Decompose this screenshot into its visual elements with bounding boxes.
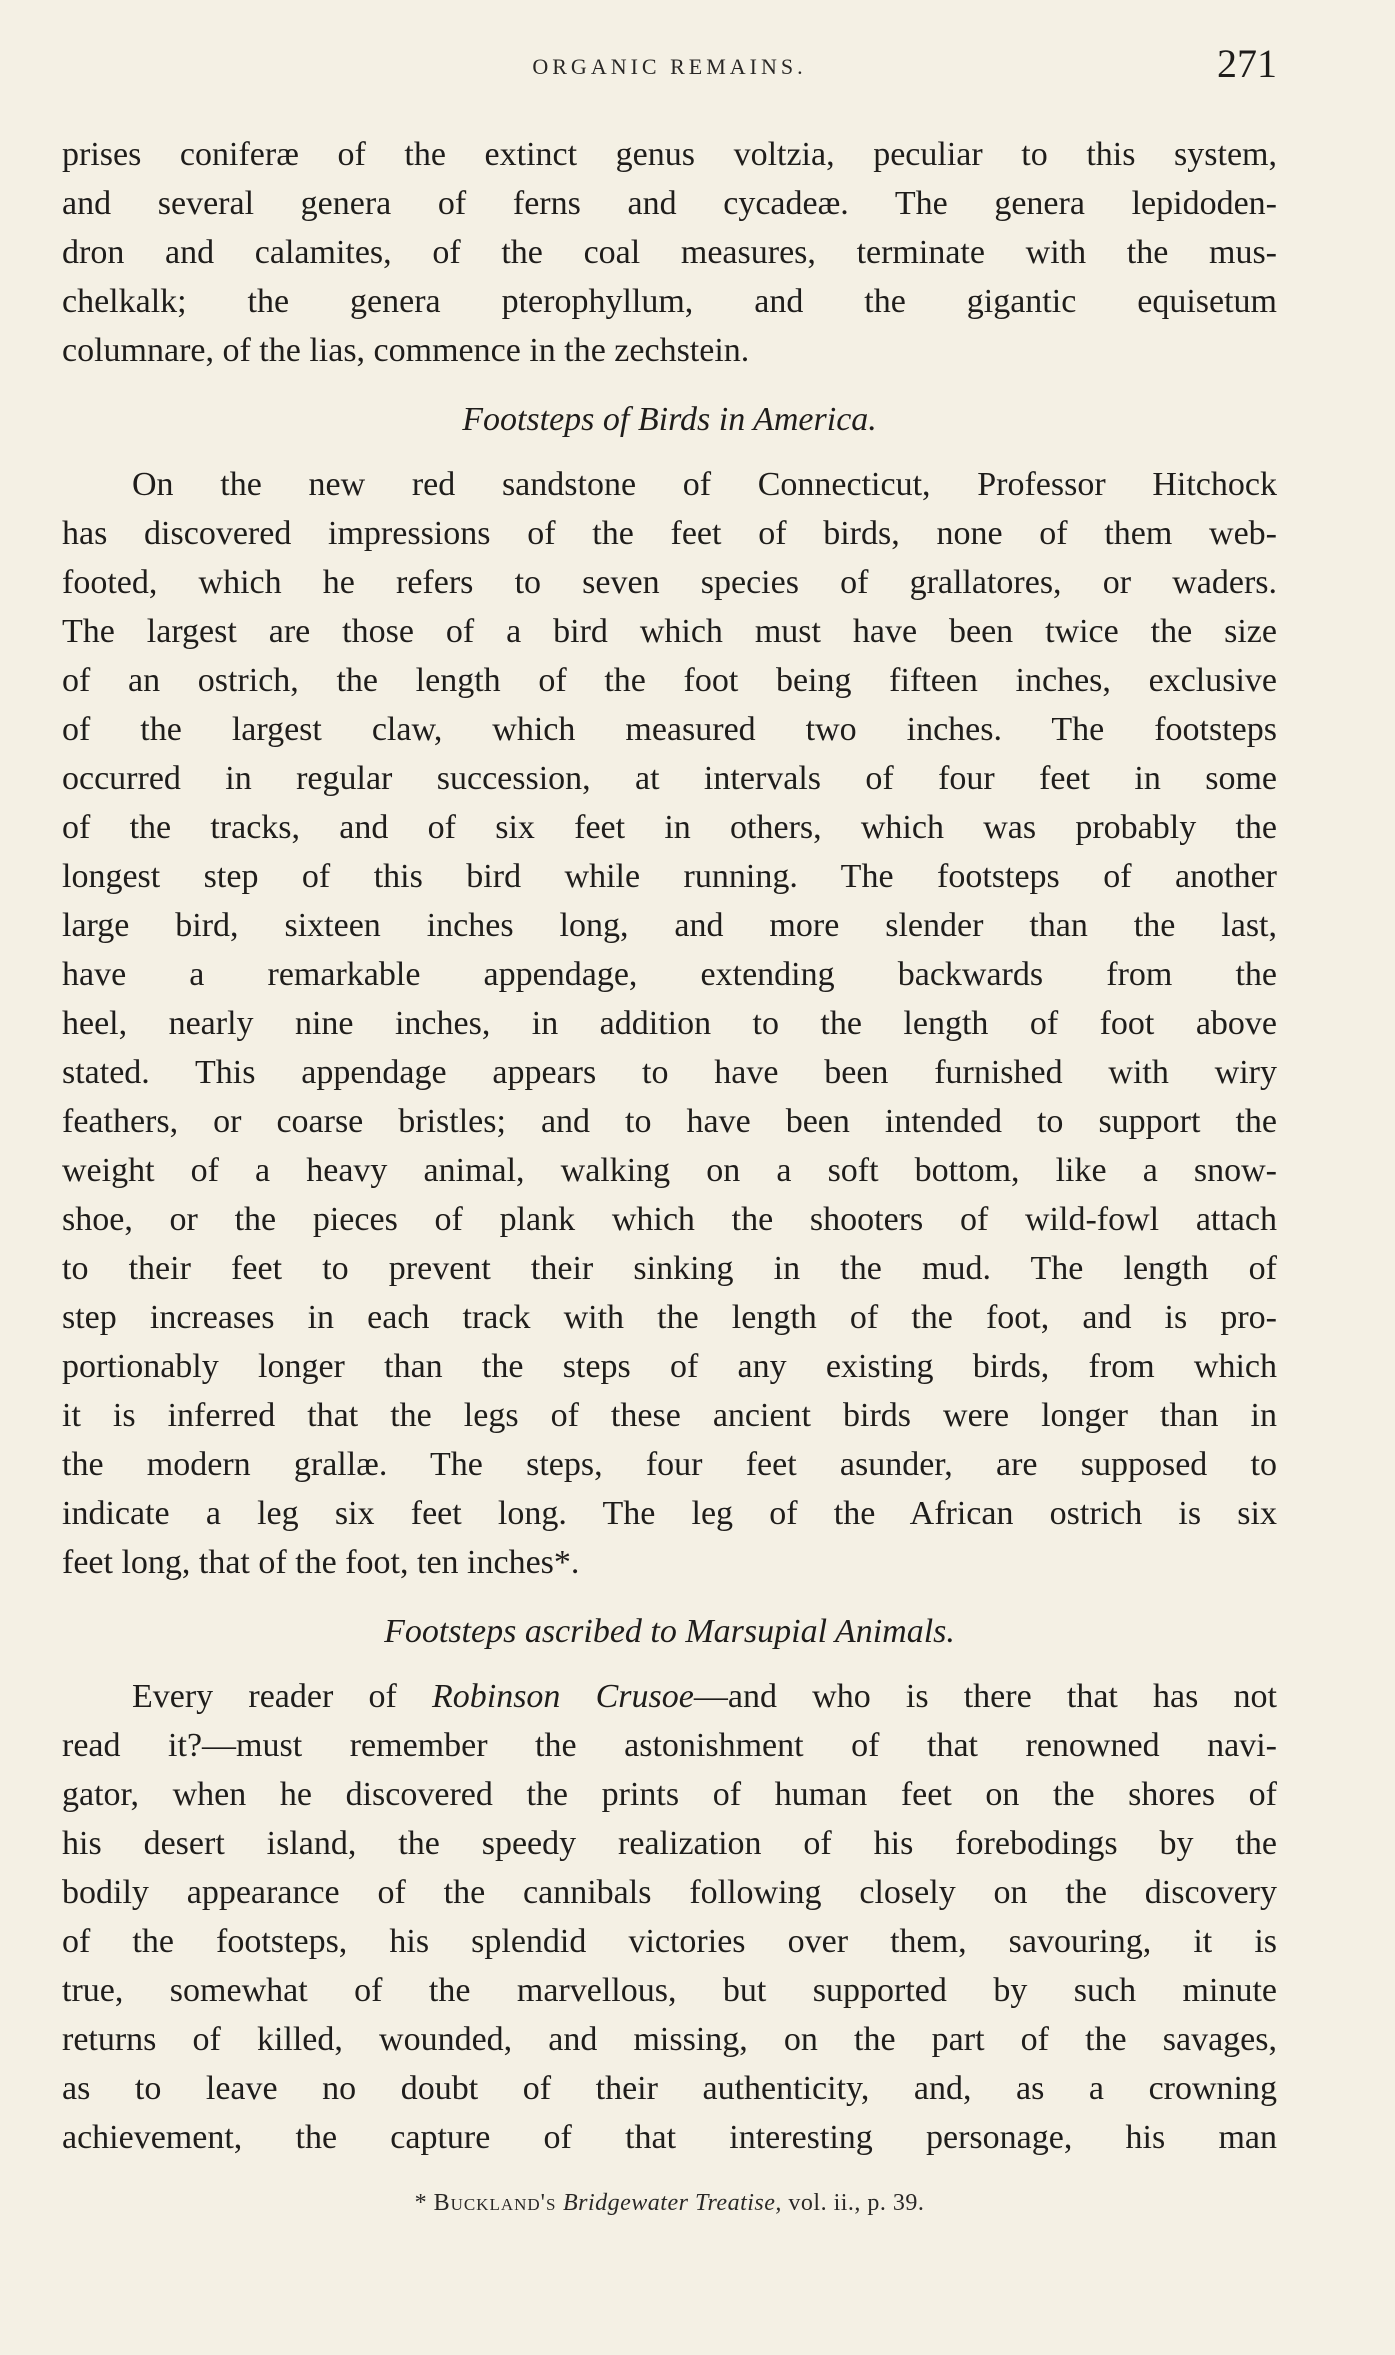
body-text: [62, 130, 1277, 2162]
text-line: has discovered impressions of the feet of birds, none of them web-: [62, 515, 1277, 552]
text-line: occurred in regular succession, at intervals of four feet in some: [62, 760, 1277, 797]
text-line: heel, nearly nine inches, in addition to the length of foot above: [62, 1005, 1277, 1042]
section-heading-marsupial: Footsteps ascribed to Marsupial Animals.: [384, 1613, 955, 1650]
text-line: returns of killed, wounded, and missing, on the part of the savages,: [62, 2021, 1277, 2058]
text-line: weight of a heavy animal, walking on a soft bottom, like a snow-: [62, 1152, 1277, 1189]
text-run: —and who is there that has not: [693, 1678, 1277, 1715]
page-header: [62, 40, 1277, 90]
page-number: 271: [1217, 41, 1277, 86]
text-line: footed, which he refers to seven species of grallatores, or waders.: [62, 564, 1277, 601]
text-line: bodily appearance of the cannibals following closely on the discovery: [62, 1874, 1277, 1911]
text-line: longest step of this bird while running. The footsteps of another: [62, 858, 1277, 895]
text-line: read it?—must remember the astonishment of that renowned navi-: [62, 1727, 1277, 1764]
text-line: achievement, the capture of that interesting personage, his man: [62, 2119, 1277, 2156]
text-line: feet long, that of the foot, ten inches*.: [62, 1544, 580, 1581]
text-line: prises coniferæ of the extinct genus voltzia, peculiar to this system,: [62, 136, 1277, 173]
text-line: stated. This appendage appears to have been furnished with wiry: [62, 1054, 1277, 1091]
text-line: indicate a leg six feet long. The leg of the African ostrich is six: [62, 1495, 1277, 1532]
text-line: The largest are those of a bird which must have been twice the size: [62, 613, 1277, 650]
section-heading-birds: Footsteps of Birds in America.: [462, 401, 877, 438]
text-line: chelkalk; the genera pterophyllum, and the gigantic equisetum: [62, 283, 1277, 320]
paragraph-3: [62, 1672, 1277, 2162]
text-line: it is inferred that the legs of these ancient birds were longer than in: [62, 1397, 1277, 1434]
text-run: Every reader of: [132, 1678, 432, 1715]
text-line: large bird, sixteen inches long, and more slender than the last,: [62, 907, 1277, 944]
text-line: columnare, of the lias, commence in the zechstein.: [62, 332, 750, 369]
text-line: of an ostrich, the length of the foot being fifteen inches, exclusive: [62, 662, 1277, 699]
paragraph-2: [62, 460, 1277, 1587]
text-line: to their feet to prevent their sinking in the mud. The length of: [62, 1250, 1277, 1287]
paragraph-1: [62, 130, 1277, 375]
text-line: of the largest claw, which measured two inches. The footsteps: [62, 711, 1277, 748]
text-line: [62, 1672, 1277, 1721]
footnote-author: Buckland's: [433, 2190, 557, 2216]
text-line: step increases in each track with the length of the foot, and is pro-: [62, 1299, 1277, 1336]
text-line: and several genera of ferns and cycadeæ. The genera lepidoden-: [62, 185, 1277, 222]
text-line: his desert island, the speedy realization of his forebodings by the: [62, 1825, 1277, 1862]
text-line: On the new red sandstone of Connecticut, Professor Hitchock: [132, 466, 1277, 503]
text-line: portionably longer than the steps of any existing birds, from which: [62, 1348, 1277, 1385]
footnote-title: Bridgewater Treatise,: [562, 2190, 782, 2216]
footnote-marker: *: [414, 2190, 434, 2216]
text-line: true, somewhat of the marvellous, but supported by such minute: [62, 1972, 1277, 2009]
text-line: shoe, or the pieces of plank which the shooters of wild-fowl attach: [62, 1201, 1277, 1238]
text-line: dron and calamites, of the coal measures, terminate with the mus-: [62, 234, 1277, 271]
text-line: as to leave no doubt of their authenticity, and, as a crowning: [62, 2070, 1277, 2107]
text-line: the modern grallæ. The steps, four feet asunder, are supposed to: [62, 1446, 1277, 1483]
text-line: of the footsteps, his splendid victories over them, savouring, it is: [62, 1923, 1277, 1960]
text-line: feathers, or coarse bristles; and to have been intended to support the: [62, 1103, 1277, 1140]
running-head: ORGANIC REMAINS.: [532, 54, 807, 79]
text-line: have a remarkable appendage, extending backwards from the: [62, 956, 1277, 993]
footnote-reference: vol. ii., p. 39.: [781, 2190, 925, 2216]
footnote: [62, 2190, 1277, 2217]
text-line: of the tracks, and of six feet in others, which was probably the: [62, 809, 1277, 846]
text-line: gator, when he discovered the prints of human feet on the shores of: [62, 1776, 1277, 1813]
book-title-robinson-crusoe: Robinson Crusoe: [431, 1678, 694, 1715]
